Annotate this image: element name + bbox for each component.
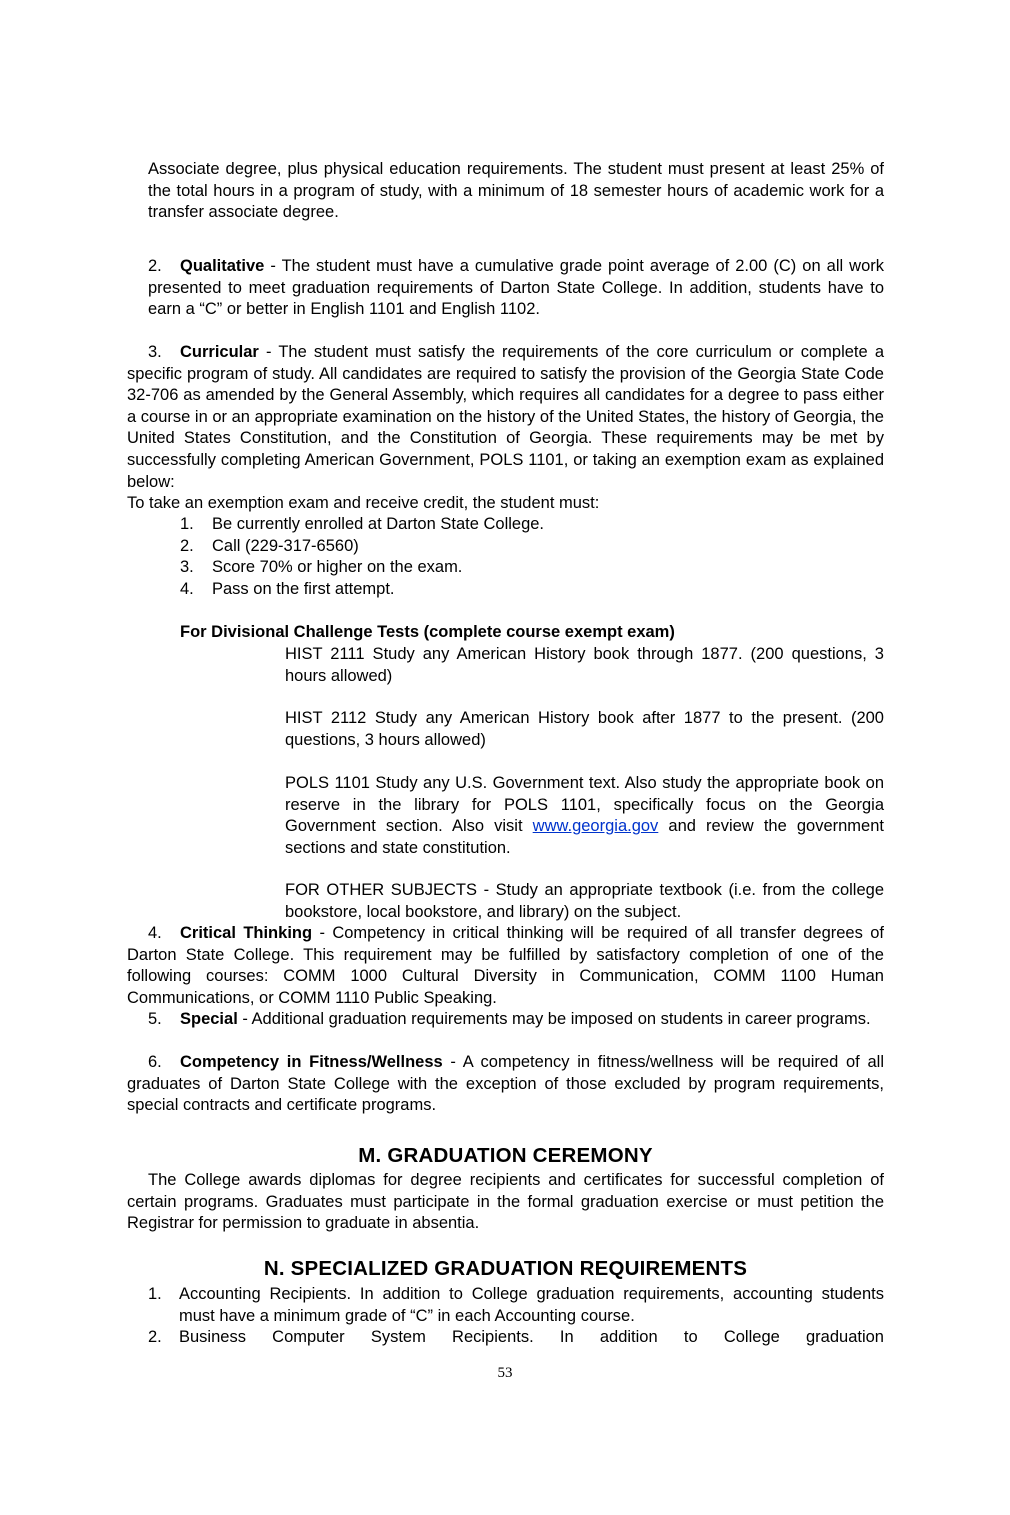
requirement-critical-thinking bbox=[127, 923, 884, 1009]
exemption-intro bbox=[127, 493, 884, 515]
item-number: 3. bbox=[148, 343, 162, 361]
item-number: 5. bbox=[148, 1010, 162, 1028]
exemption-intro-text: To take an exemption exam and receive credit, the student must: bbox=[127, 494, 600, 512]
section-heading-graduation-ceremony: M. GRADUATION CEREMONY bbox=[358, 1144, 653, 1167]
pols-text: POLS 1101 Study any U.S. Government text. Also study the appropriate book on reserve in the library for POLS 1101, specifically focus on the Georgia Government section. Also visit bbox=[285, 774, 884, 836]
challenge-hist2111: HIST 2111 Study any American History book through 1877. (200 questions, 3 hours allowed) bbox=[285, 645, 884, 685]
item-number: 1. bbox=[180, 515, 194, 533]
item-number: 3. bbox=[180, 558, 194, 577]
requirement-special bbox=[127, 1009, 884, 1031]
intro-paragraph bbox=[148, 159, 884, 224]
list-item bbox=[180, 536, 880, 558]
item-text: Accounting Recipients. In addition to College graduation requirements, accounting students must have a minimum grade of “C” in each Accounting course. bbox=[179, 1285, 884, 1325]
list-item bbox=[148, 1327, 884, 1349]
list-item bbox=[148, 1284, 884, 1327]
section-heading-specialized-requirements: N. SPECIALIZED GRADUATION REQUIREMENTS bbox=[263, 1257, 748, 1280]
requirement-text: - A competency in fitness/wellness will be required of all graduates of Darton State College with the exception of those excluded by program requirements, special contracts and certificate programs. bbox=[127, 1053, 884, 1115]
item-text: Be currently enrolled at Darton State College. bbox=[212, 515, 545, 533]
item-number: 6. bbox=[148, 1053, 162, 1071]
item-number: 2. bbox=[148, 1328, 162, 1347]
item-text: Pass on the first attempt. bbox=[212, 579, 395, 598]
requirement-fitness-wellness bbox=[127, 1052, 884, 1117]
intro-text: Associate degree, plus physical education requirements. The student must present at least 25% of the total hours in a program of study, with a minimum of 18 semester hours of academic work for a transfer associate degree. bbox=[148, 160, 884, 222]
item-number: 4. bbox=[180, 579, 194, 598]
requirement-text: - Additional graduation requirements may be imposed on students in career programs. bbox=[237, 1010, 871, 1028]
challenge-other-subjects: FOR OTHER SUBJECTS - Study an appropriate textbook (i.e. from the college bookstore, local bookstore, and library) on the subject. bbox=[285, 881, 884, 921]
item-number: 2. bbox=[148, 257, 162, 275]
specialized-requirements-list bbox=[148, 1284, 884, 1349]
requirement-term: Special bbox=[180, 1010, 238, 1028]
requirement-text: - Competency in critical thinking will be required of all transfer degrees of Darton State College. This requirement may be fulfilled by satisfactory completion of one of the following courses: COMM 1000 Cultural Diversity in Communication, COMM 1100 Human Communications, or COMM 1110 Public Speaking. bbox=[127, 924, 884, 1007]
challenge-pols1101 bbox=[285, 773, 884, 859]
item-text: Business Computer System Recipients. In addition to College graduation bbox=[179, 1328, 884, 1347]
item-text: Call (229-317-6560) bbox=[212, 536, 359, 555]
list-item bbox=[180, 514, 880, 536]
requirement-qualitative bbox=[148, 256, 884, 321]
requirement-text: - The student must have a cumulative grade point average of 2.00 (C) on all work presented to meet graduation requirements of Darton State College. In addition, students have to earn a “C” or better in English 1101 and English 1102. bbox=[148, 257, 884, 319]
item-number: 2. bbox=[180, 536, 194, 555]
requirement-term: Competency in Fitness/Wellness bbox=[180, 1053, 443, 1071]
item-number: 1. bbox=[148, 1285, 162, 1303]
requirement-text: - The student must satisfy the requirements of the core curriculum or complete a specific program of study. All candidates are required to satisfy the provision of the Georgia State Code 32-706 as amended by the General Assembly, which requires all candidates for a degree to pass either a course in or an appropriate examination on the history of the United States, the history of Georgia, the United States Constitution, and the Constitution of Georgia. These requirements may be met by successfully completing American Government, POLS 1101, or taking an exemption exam as explained below: bbox=[127, 343, 884, 491]
page-number: 53 bbox=[497, 1365, 513, 1381]
challenge-heading: For Divisional Challenge Tests (complete course exempt exam) bbox=[180, 623, 675, 641]
requirement-term: Qualitative bbox=[180, 257, 265, 275]
requirement-curricular bbox=[127, 342, 884, 493]
challenge-hist2112: HIST 2112 Study any American History book after 1877 to the present. (200 questions, 3 hours allowed) bbox=[285, 709, 884, 749]
item-number: 4. bbox=[148, 924, 162, 942]
exemption-steps-list bbox=[180, 514, 880, 600]
graduation-ceremony-paragraph: The College awards diplomas for degree recipients and certificates for successful completion of certain programs. Graduates must participate in the formal graduation exercise or must petition the Registrar for permission to graduate in absentia. bbox=[127, 1171, 884, 1233]
georgia-gov-link[interactable]: www.georgia.gov bbox=[532, 817, 659, 836]
item-text: Score 70% or higher on the exam. bbox=[212, 558, 463, 577]
requirement-term: Curricular bbox=[180, 343, 259, 361]
pols-text-end: and review the government sections and state constitution. bbox=[285, 817, 884, 857]
requirement-term: Critical Thinking bbox=[180, 924, 313, 942]
list-item bbox=[180, 579, 880, 601]
list-item bbox=[180, 557, 880, 579]
